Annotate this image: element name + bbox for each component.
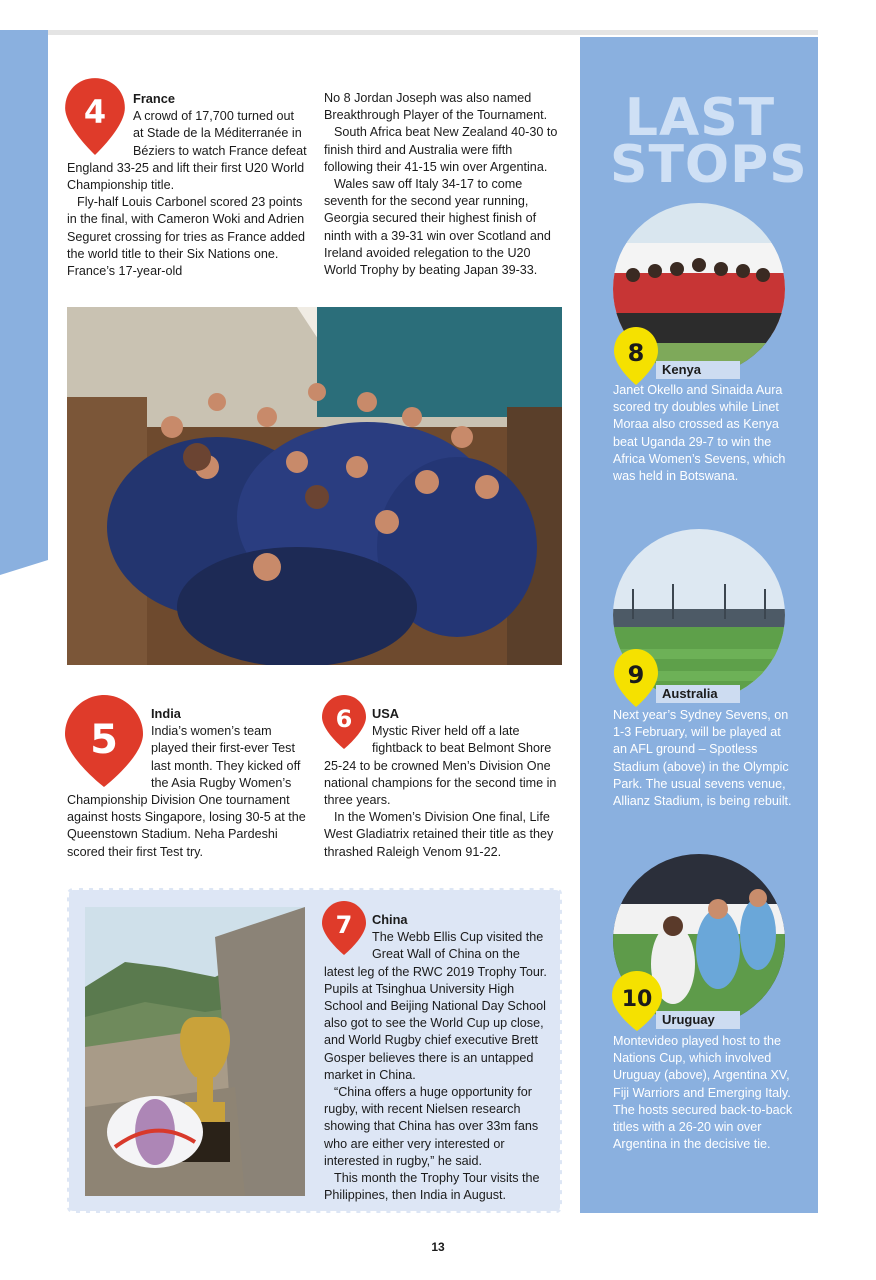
great-wall-trophy-photo <box>85 907 305 1196</box>
story-paragraph: The Webb Ellis Cup visited the Great Wall of China on the latest leg of the RWC 2019 Trophy Tour. Pupils at Tsinghua University High School and Beijing National Day School also got to see the World Cup up close, and World Rugby chief executive Brett Gosper believes there is an untapped market in China. <box>324 930 547 1082</box>
sidebar-title <box>610 88 808 195</box>
pin-number: 10 <box>621 987 653 1012</box>
pin-number: 9 <box>627 661 645 689</box>
stop-label-uruguay: Uruguay <box>656 1011 740 1029</box>
left-edge-decoration <box>0 0 48 575</box>
story-paragraph: In the Women’s Division One final, Life West Gladiatrix retained their title as they thrashed Raleigh Venom 91-22. <box>324 810 554 859</box>
pin-7 <box>320 899 368 957</box>
story-title: USA <box>372 706 400 721</box>
france-team-photo <box>67 307 562 665</box>
story-title: China <box>372 912 408 927</box>
story-paragraph: South Africa beat New Zealand 40-30 to finish third and Australia were fifth following their 41-15 win over Argentina. <box>324 125 558 174</box>
story-france <box>67 90 307 280</box>
story-usa <box>324 705 564 861</box>
map-pin-icon <box>320 899 368 957</box>
stop-text-kenya: Janet Okello and Sinaida Aura scored try doubles while Linet Moraa also crossed as Kenya beat Uganda 29-7 to win the Africa Women’s Sevens, which was held in Botswana. <box>613 383 786 484</box>
stop-text-uruguay: Montevideo played host to the Nations Cup, which involved Uruguay (above), Argentina XV, Fiji Warriors and Emerging Italy. The hosts secured back-to-back titles with a 26-20 win over Argentina in the decisive tie. <box>613 1034 793 1152</box>
map-pin-icon <box>63 693 145 789</box>
story-paragraph: No 8 Jordan Joseph was also named Breakthrough Player of the Tournament. <box>324 91 548 123</box>
page-number: 13 <box>431 1240 445 1254</box>
story-title: India <box>151 706 181 721</box>
pin-9 <box>612 647 660 709</box>
story-france-continued <box>324 90 562 279</box>
top-band <box>48 30 818 35</box>
story-paragraph: Wales saw off Italy 34-17 to come seventh for the second year running, Georgia secured their highest finish of ninth with a 39-31 win over Scotland and Ireland avoided relegation to the U20 World Trophy by beating Japan 39-33. <box>324 177 551 278</box>
story-india <box>67 705 307 861</box>
story-paragraph: “China offers a huge opportunity for rugby, with recent Nielsen research showing that China has over 33m fans who are either very interested or interested in rugby,” he said. <box>324 1085 539 1168</box>
story-paragraph: India’s women’s team played their first-ever Test last month. They kicked off the Asia Rugby Women’s Championship Division One tournament against hosts Singapore, losing 30-5 at the Queenstown Stadium. Neha Pardeshi scored their first Test try. <box>67 724 306 859</box>
pin-number: 8 <box>627 339 645 367</box>
pin-4 <box>63 76 127 152</box>
map-pin-icon <box>612 647 660 709</box>
sidebar-title-line: LAST <box>624 88 776 148</box>
last-stops-sidebar <box>580 37 818 1213</box>
story-title: France <box>133 91 175 106</box>
map-pin-icon <box>63 76 127 157</box>
stop-label-australia: Australia <box>656 685 740 703</box>
pin-number: 4 <box>83 92 107 131</box>
map-pin-icon <box>320 693 368 751</box>
map-pin-icon <box>612 325 660 387</box>
pin-5 <box>63 693 145 779</box>
pin-number: 7 <box>335 911 353 939</box>
story-paragraph: Fly-half Louis Carbonel scored 23 points in the final, with Cameron Woki and Adrien Seguret crossing for tries as France added the world title to their Six Nations one. France’s 17-year-old <box>67 195 306 279</box>
pin-number: 5 <box>90 717 118 763</box>
pin-6 <box>320 693 368 751</box>
sidebar-title-line: STOPS <box>610 135 808 195</box>
story-china <box>324 911 548 1204</box>
story-paragraph: A crowd of 17,700 turned out at Stade de la Méditerranée in Béziers to watch France defeat England 33-25 and lift their first U20 World Championship title. <box>67 109 307 193</box>
pin-number: 6 <box>335 705 353 733</box>
pin-8 <box>612 325 660 387</box>
stop-label-kenya: Kenya <box>656 361 740 379</box>
story-paragraph: Mystic River held off a late fightback to beat Belmont Shore 25-24 to be crowned Men’s Division One national champions for the second time in three years. <box>324 724 557 808</box>
story-paragraph: This month the Trophy Tour visits the Philippines, then India in August. <box>324 1171 540 1203</box>
stop-text-australia: Next year’s Sydney Sevens, on 1-3 February, will be played at an AFL ground – Spotless Stadium (above) in the Olympic Park. The usual sevens venue, Allianz Stadium, is being rebuilt. <box>613 708 792 809</box>
